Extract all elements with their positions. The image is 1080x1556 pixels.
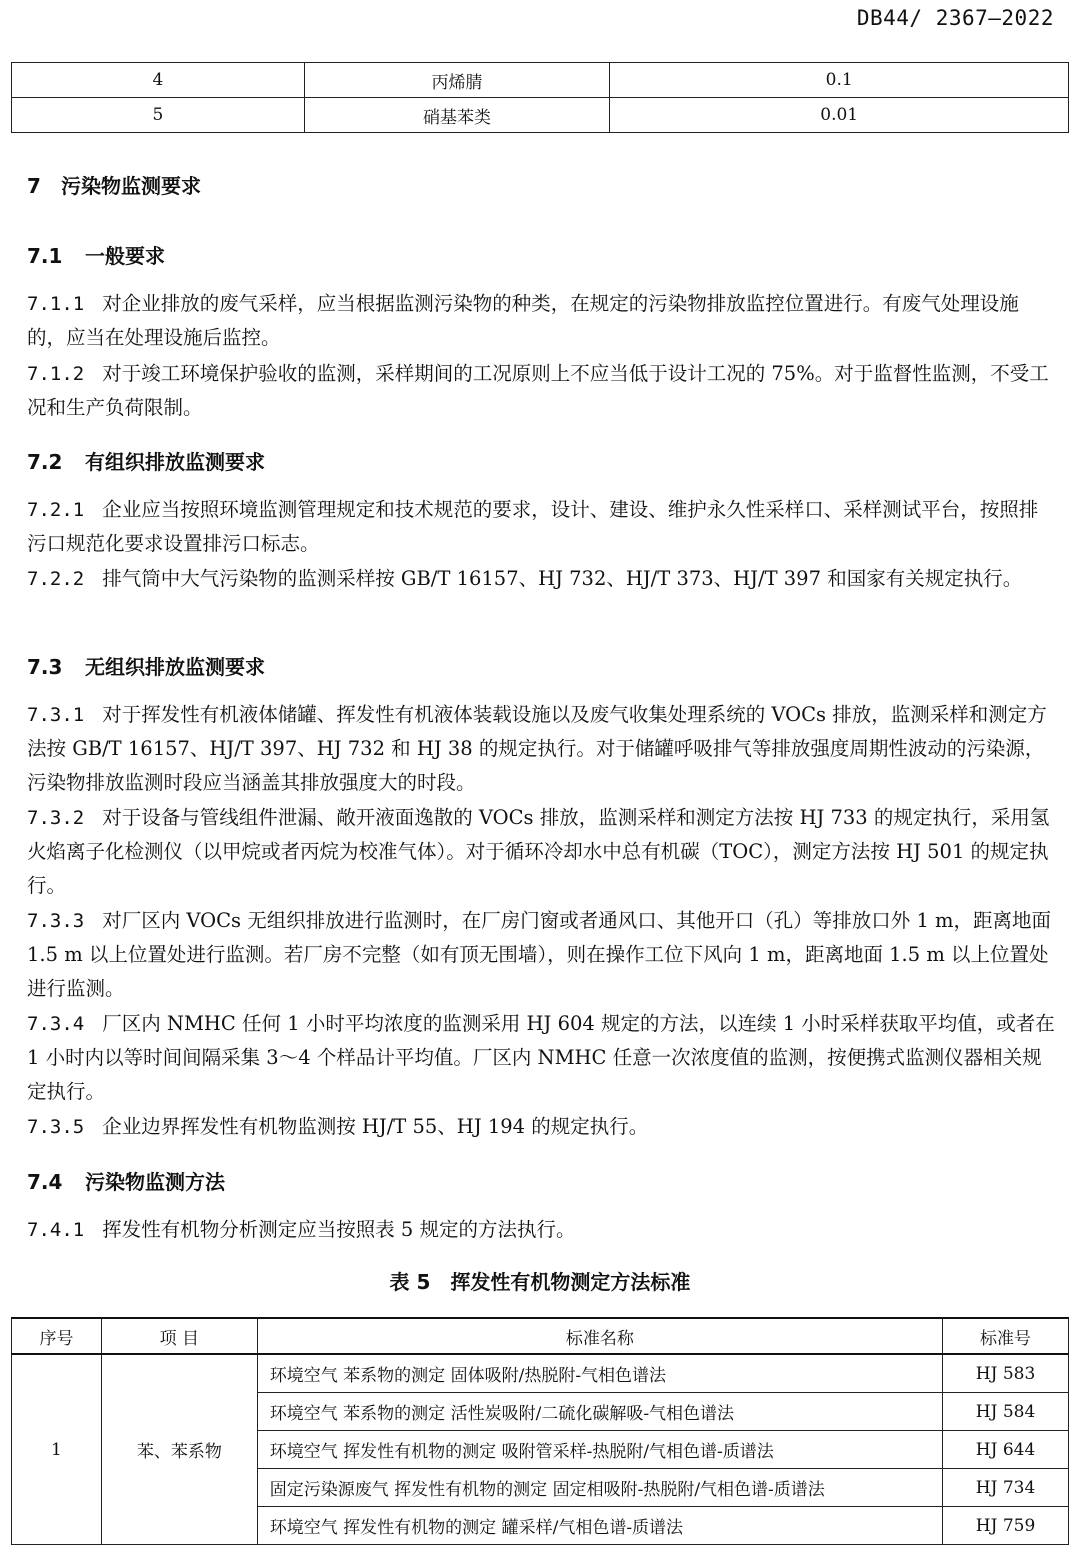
standard-code: HJ 644 — [943, 1431, 1069, 1469]
pollutant-name: 丙烯腈 — [304, 63, 610, 98]
section-7-heading — [27, 170, 1057, 199]
standard-code: HJ 734 — [943, 1469, 1069, 1507]
standard-name: 环境空气 挥发性有机物的测定 罐采样/气相色谱-质谱法 — [257, 1507, 942, 1545]
section-number: 7.3 — [27, 655, 63, 679]
header-standard-name: 标准名称 — [257, 1318, 942, 1354]
clause-7-3-3 — [27, 904, 1057, 1006]
standard-code: HJ 584 — [943, 1393, 1069, 1431]
clause-text: 企业边界挥发性有机物监测按 HJ/T 55、HJ 194 的规定执行。 — [102, 1115, 649, 1138]
clause-text: 排气筒中大气污染物的监测采样按 GB/T 16157、HJ 732、HJ/T 373、HJ/T 397 和国家有关规定执行。 — [102, 567, 1023, 590]
section-number: 7.2 — [27, 450, 63, 474]
table-row — [12, 63, 1069, 98]
row-number: 4 — [12, 63, 305, 98]
standard-name: 环境空气 苯系物的测定 活性炭吸附/二硫化碳解吸-气相色谱法 — [257, 1393, 942, 1431]
section-title: 污染物监测方法 — [85, 1170, 225, 1194]
section-7-4-heading — [27, 1166, 1057, 1195]
limits-table-continued — [11, 62, 1069, 133]
limit-value: 0.1 — [610, 63, 1069, 98]
pollutant-name: 硝基苯类 — [304, 98, 610, 133]
section-7-3-heading — [27, 651, 1057, 680]
clause-number: 7.4.1 — [27, 1219, 85, 1241]
clause-number: 7.3.4 — [27, 1013, 85, 1035]
clause-number: 7.3.3 — [27, 910, 85, 932]
clause-number: 7.1.2 — [27, 363, 85, 385]
group-item: 苯、苯系物 — [101, 1354, 257, 1545]
voc-methods-table — [11, 1317, 1069, 1545]
standard-code: HJ 583 — [943, 1354, 1069, 1393]
clause-number: 7.3.1 — [27, 704, 85, 726]
section-title: 有组织排放监测要求 — [85, 450, 265, 474]
clause-text: 对于设备与管线组件泄漏、敞开液面逸散的 VOCs 排放，监测采样和测定方法按 HJ 733 的规定执行，采用氢火焰离子化检测仪（以甲烷或者丙烷为校准气体）。对于循环冷却水中总有机碳（TOC），测定方法按 HJ 501 的规定执行。 — [27, 806, 1050, 897]
standard-name: 环境空气 挥发性有机物的测定 吸附管采样-热脱附/气相色谱-质谱法 — [257, 1431, 942, 1469]
clause-number: 7.2.2 — [27, 568, 85, 590]
clause-7-3-1 — [27, 698, 1057, 800]
clause-text: 对于挥发性有机液体储罐、挥发性有机液体装载设施以及废气收集处理系统的 VOCs 排放，监测采样和测定方法按 GB/T 16157、HJ/T 397、HJ 732 和 HJ 38 的规定执行。对于储罐呼吸排气等排放强度周期性波动的污染源，污染物排放监测时段应当涵盖其排放强度大的时段。 — [27, 703, 1047, 794]
clause-number: 7.3.2 — [27, 807, 85, 829]
clause-text: 企业应当按照环境监测管理规定和技术规范的要求，设计、建设、维护永久性采样口、采样测试平台，按照排污口规范化要求设置排污口标志。 — [27, 498, 1039, 555]
document-number: DB44/ 2367—2022 — [856, 6, 1054, 30]
section-number: 7.1 — [27, 244, 63, 268]
header-item: 项 目 — [101, 1318, 257, 1354]
clause-7-3-5 — [27, 1110, 1057, 1144]
clause-7-1-2 — [27, 357, 1057, 425]
row-number: 5 — [12, 98, 305, 133]
table-row — [12, 1354, 1069, 1393]
clause-text: 对企业排放的废气采样，应当根据监测污染物的种类，在规定的污染物排放监控位置进行。有废气处理设施的，应当在处理设施后监控。 — [27, 292, 1019, 349]
clause-text: 对于竣工环境保护验收的监测，采样期间的工况原则上不应当低于设计工况的 75%。对于监督性监测，不受工况和生产负荷限制。 — [27, 362, 1049, 419]
clause-7-4-1 — [27, 1213, 1057, 1247]
group-number: 1 — [12, 1354, 102, 1545]
table-row — [12, 98, 1069, 133]
clause-text: 挥发性有机物分析测定应当按照表 5 规定的方法执行。 — [102, 1218, 576, 1241]
header-no: 序号 — [12, 1318, 102, 1354]
section-title: 污染物监测要求 — [61, 174, 201, 198]
clause-7-3-4 — [27, 1007, 1057, 1109]
section-title: 一般要求 — [85, 244, 165, 268]
table-title: 挥发性有机物测定方法标准 — [450, 1270, 691, 1294]
clause-text: 对厂区内 VOCs 无组织排放进行监测时，在厂房门窗或者通风口、其他开口（孔）等排放口外 1 m，距离地面 1.5 m 以上位置处进行监测。若厂房不完整（如有顶无围墙），则在操作工位下风向 1 m，距离地面 1.5 m 以上位置处进行监测。 — [27, 909, 1052, 1000]
clause-text: 厂区内 NMHC 任何 1 小时平均浓度的监测采用 HJ 604 规定的方法，以连续 1 小时采样获取平均值，或者在 1 小时内以等时间间隔采集 3～4 个样品计平均值。厂区内 NMHC 任意一次浓度值的监测，按便携式监测仪器相关规定执行。 — [27, 1012, 1055, 1103]
section-7-2-heading — [27, 446, 1057, 475]
clause-number: 7.1.1 — [27, 293, 85, 315]
clause-7-1-1 — [27, 287, 1057, 355]
limit-value: 0.01 — [610, 98, 1069, 133]
clause-7-2-1 — [27, 493, 1057, 561]
section-number: 7 — [27, 174, 41, 198]
clause-number: 7.3.5 — [27, 1116, 85, 1138]
section-7-1-heading — [27, 240, 1057, 269]
standard-code: HJ 759 — [943, 1507, 1069, 1545]
header-standard-code: 标准号 — [943, 1318, 1069, 1354]
clause-7-2-2 — [27, 562, 1057, 596]
standard-name: 环境空气 苯系物的测定 固体吸附/热脱附-气相色谱法 — [257, 1354, 942, 1393]
standard-name: 固定污染源废气 挥发性有机物的测定 固定相吸附-热脱附/气相色谱-质谱法 — [257, 1469, 942, 1507]
clause-7-3-2 — [27, 801, 1057, 903]
section-number: 7.4 — [27, 1170, 63, 1194]
table-5-caption — [0, 1266, 1080, 1295]
table-header-row — [12, 1318, 1069, 1354]
section-title: 无组织排放监测要求 — [85, 655, 265, 679]
clause-number: 7.2.1 — [27, 499, 85, 521]
table-number: 表 5 — [389, 1270, 431, 1294]
